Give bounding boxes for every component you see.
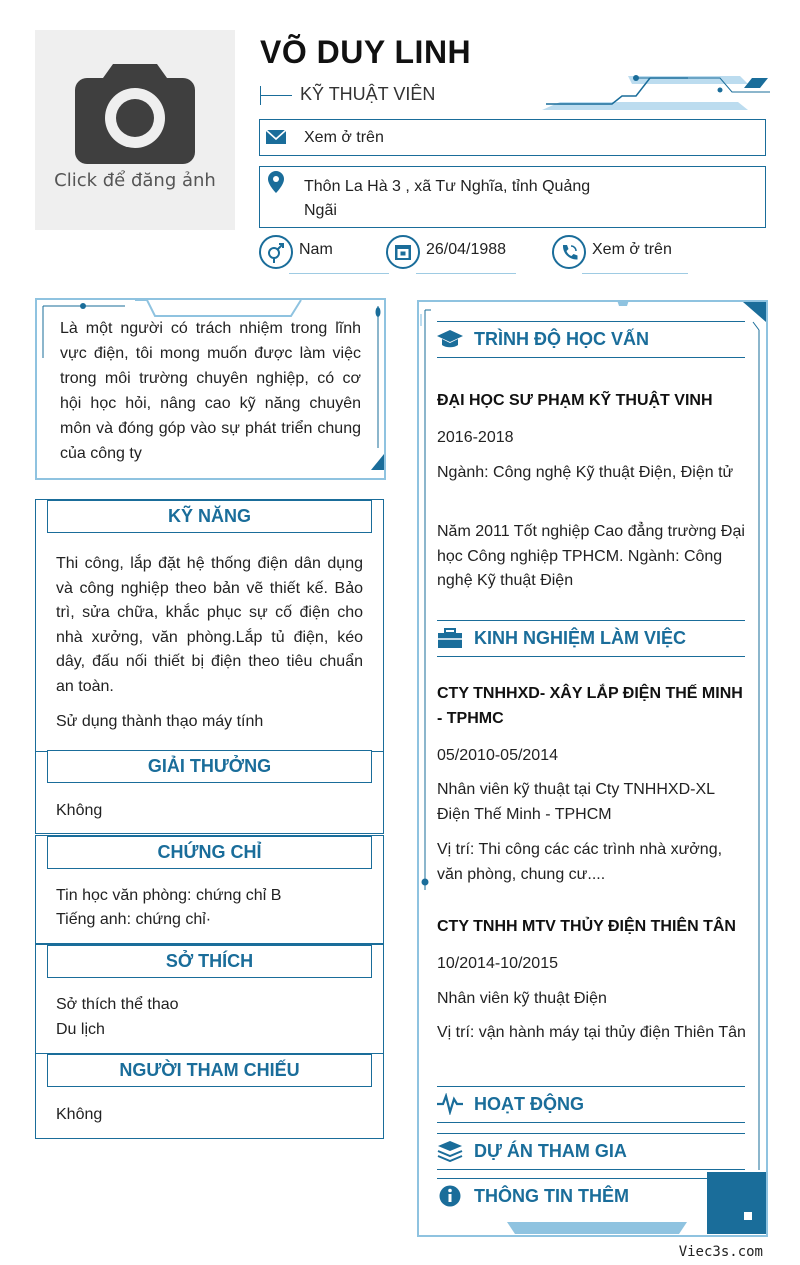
avatar-upload[interactable] [35, 30, 235, 230]
activities-heading: HOẠT ĐỘNG [474, 1094, 584, 1114]
activity-pulse-icon [437, 1093, 463, 1115]
info-icon [437, 1185, 463, 1207]
references-text: Không [56, 1106, 103, 1123]
certificates-section [35, 835, 384, 944]
education-period: 2016-2018 [437, 429, 514, 446]
skills-text: Thi công, lắp đặt hệ thống điện dân dụng và công nghiệp theo bản vẽ thiết kế. Bảo trì, sửa chữa, khắc phục sự cố điện cho nhà xưởng, văn phòng.Lắp tủ điện, kéo dây, đấu nối thiết bị điện theo tiêu chuẩn an toàn. [56, 555, 363, 695]
circuit-decoration [540, 74, 770, 112]
skills-computer: Sử dụng thành thạo máy tính [56, 713, 264, 730]
gender-underline [289, 273, 389, 274]
awards-section [35, 750, 384, 834]
job-2-company: CTY TNHH MTV THỦY ĐIỆN THIÊN TÂN [437, 918, 736, 935]
hobbies-section [35, 944, 384, 1054]
camera-icon [75, 58, 195, 164]
references-section [35, 1053, 384, 1139]
skills-heading: KỸ NĂNG [47, 500, 372, 533]
awards-heading: GIẢI THƯỞNG [47, 750, 372, 783]
hobby-1: Sở thích thể thao [56, 996, 179, 1013]
address-value: Thôn La Hà 3 , xã Tư Nghĩa, tỉnh Quảng Ngãi [304, 178, 591, 219]
calendar-icon [386, 235, 420, 269]
experience-heading: KINH NGHIỆM LÀM VIỆC [474, 628, 687, 648]
education-note: Năm 2011 Tốt nghiệp Cao đẳng trường Đại học Công nghiệp TPHCM. Ngành: Công nghệ Kỹ thuật Điện [437, 523, 745, 589]
job-title-row [260, 84, 435, 105]
education-major: Ngành: Công nghệ Kỹ thuật Điện, Điện tử [437, 464, 734, 481]
job-2-role: Nhân viên kỹ thuật Điện [437, 990, 607, 1007]
avatar-label: Click để đăng ảnh [54, 170, 216, 191]
briefcase-icon [437, 627, 463, 649]
phone-underline [582, 273, 688, 274]
skills-section [35, 499, 384, 752]
certificates-heading: CHỨNG CHỈ [47, 836, 372, 869]
gender-item [259, 235, 369, 275]
job-1-desc: Vị trí: Thi công các các trình nhà xưởng, văn phòng, chung cư.... [437, 841, 723, 883]
job-2-desc: Vị trí: vận hành máy tại thủy điện Thiên Tân [437, 1024, 746, 1041]
graduation-cap-icon [437, 328, 463, 350]
job-title: KỸ THUẬT VIÊN [300, 84, 436, 104]
more-info-heading: THÔNG TIN THÊM [474, 1186, 629, 1206]
footer-brand: Viec3s.com [678, 1244, 763, 1260]
education-header [437, 321, 745, 358]
objective-text: Là một người có trách nhiệm trong lĩnh vực điện, tôi mong muốn được làm việc trong môi trường chuyên nghiệp, có cơ hội học hỏi, nâng cao kỹ năng chuyên môn và đóng góp vào sự phát triển chung của công ty [60, 320, 361, 462]
certificate-2: Tiếng anh: chứng chỉ· [56, 911, 212, 928]
hobby-2: Du lịch [56, 1021, 105, 1038]
job-1-period: 05/2010-05/2014 [437, 747, 558, 764]
title-accent-line [260, 95, 292, 96]
mail-icon [260, 120, 294, 155]
gender-icon [259, 235, 293, 269]
certificate-1: Tin học văn phòng: chứng chỉ B [56, 887, 282, 904]
birthday-underline [416, 273, 516, 274]
projects-heading: DỰ ÁN THAM GIA [474, 1141, 627, 1161]
email-box [259, 119, 766, 156]
job-1-company: CTY TNHHXD- XÂY LẮP ĐIỆN THẾ MINH - TPHMC [437, 685, 743, 727]
location-pin-icon [260, 167, 294, 227]
candidate-name: VÕ DUY LINH [260, 34, 472, 70]
gender-value: Nam [299, 241, 333, 258]
experience-header [437, 620, 745, 657]
phone-icon [552, 235, 586, 269]
activities-header [437, 1086, 745, 1123]
job-1-role: Nhân viên kỹ thuật tại Cty TNHHXD-XL Điện Thế Minh - TPHCM [437, 781, 715, 823]
birthday-value: 26/04/1988 [426, 241, 507, 258]
education-school: ĐẠI HỌC SƯ PHẠM KỸ THUẬT VINH [437, 392, 713, 409]
career-objective [35, 298, 386, 480]
references-heading: NGƯỜI THAM CHIẾU [47, 1054, 372, 1087]
hobbies-heading: SỞ THÍCH [47, 945, 372, 978]
education-heading: TRÌNH ĐỘ HỌC VẤN [474, 329, 649, 349]
layers-icon [437, 1140, 463, 1162]
phone-item [552, 235, 692, 275]
job-2-period: 10/2014-10/2015 [437, 955, 558, 972]
phone-value: Xem ở trên [592, 241, 672, 258]
more-info-header [437, 1178, 745, 1214]
awards-text: Không [56, 802, 103, 819]
projects-header [437, 1133, 745, 1170]
address-box [259, 166, 766, 228]
birthday-item [386, 235, 516, 275]
email-value: Xem ở trên [304, 129, 384, 146]
